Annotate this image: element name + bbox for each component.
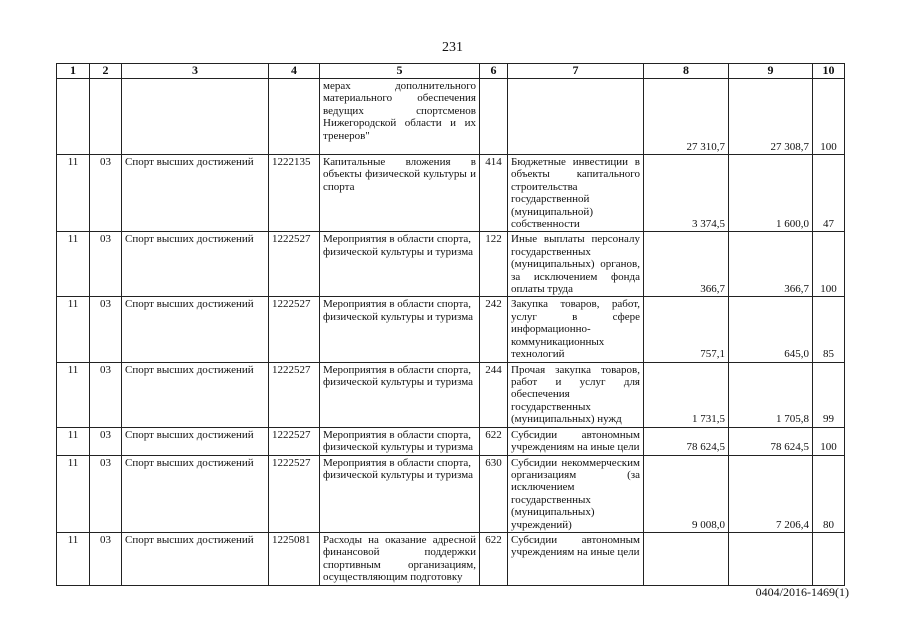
- expense-type-code: 414: [480, 155, 508, 232]
- section-name: [122, 79, 269, 155]
- subsection-code: 03: [90, 155, 122, 232]
- table-row: [57, 79, 845, 155]
- target-article: [269, 79, 320, 155]
- target-article: 1225081: [269, 532, 320, 585]
- article-name: Мероприятия в области спорта, физической культуры и туризма: [320, 362, 480, 427]
- document-code: 0404/2016-1469(1): [755, 585, 849, 599]
- article-name: Капитальные вложения в объекты физической культуры и спорта: [320, 155, 480, 232]
- expense-type-name: Бюджетные инвестиции в объекты капитального строительства государственной (муниципальной) собственности: [508, 155, 644, 232]
- target-article: 1222527: [269, 297, 320, 362]
- executed-amount: 78 624,5: [729, 427, 813, 455]
- planned-amount: 366,7: [644, 232, 729, 297]
- expense-type-code: 242: [480, 297, 508, 362]
- page-number: 231: [442, 40, 463, 55]
- subsection-code: 03: [90, 455, 122, 532]
- execution-percent: 100: [813, 427, 845, 455]
- expense-type-code: 244: [480, 362, 508, 427]
- execution-percent: [813, 532, 845, 585]
- section-code: 11: [57, 297, 90, 362]
- target-article: 1222135: [269, 155, 320, 232]
- target-article: 1222527: [269, 455, 320, 532]
- article-name: Расходы на оказание адресной финансовой поддержки спортивным организациям, осуществляющим подготовку: [320, 532, 480, 585]
- expense-type-code: 122: [480, 232, 508, 297]
- subsection-code: 03: [90, 532, 122, 585]
- subsection-code: 03: [90, 232, 122, 297]
- section-name: Спорт высших достижений: [122, 297, 269, 362]
- col-header: 9: [729, 64, 813, 79]
- section-code: 11: [57, 155, 90, 232]
- execution-percent: 100: [813, 232, 845, 297]
- table-row: [57, 532, 845, 585]
- target-article: 1222527: [269, 232, 320, 297]
- table-row: [57, 427, 845, 455]
- planned-amount: 27 310,7: [644, 79, 729, 155]
- expense-type-code: [480, 79, 508, 155]
- section-name: Спорт высших достижений: [122, 427, 269, 455]
- table-row: [57, 362, 845, 427]
- col-header: 6: [480, 64, 508, 79]
- expense-type-name: [508, 79, 644, 155]
- section-code: 11: [57, 362, 90, 427]
- target-article: 1222527: [269, 362, 320, 427]
- col-header: 3: [122, 64, 269, 79]
- expense-type-name: Субсидии автономным учреждениям на иные цели: [508, 427, 644, 455]
- subsection-code: 03: [90, 427, 122, 455]
- article-name: Мероприятия в области спорта, физической культуры и туризма: [320, 232, 480, 297]
- budget-table: [56, 63, 845, 586]
- section-name: Спорт высших достижений: [122, 455, 269, 532]
- col-header: 10: [813, 64, 845, 79]
- section-code: 11: [57, 455, 90, 532]
- expense-type-code: 622: [480, 532, 508, 585]
- section-code: 11: [57, 232, 90, 297]
- execution-percent: 100: [813, 79, 845, 155]
- executed-amount: 1 705,8: [729, 362, 813, 427]
- expense-type-code: 622: [480, 427, 508, 455]
- col-header: 5: [320, 64, 480, 79]
- executed-amount: 27 308,7: [729, 79, 813, 155]
- execution-percent: 99: [813, 362, 845, 427]
- planned-amount: 9 008,0: [644, 455, 729, 532]
- expense-type-code: 630: [480, 455, 508, 532]
- section-code: 11: [57, 427, 90, 455]
- planned-amount: 1 731,5: [644, 362, 729, 427]
- planned-amount: 3 374,5: [644, 155, 729, 232]
- col-header: 8: [644, 64, 729, 79]
- planned-amount: 757,1: [644, 297, 729, 362]
- section-name: Спорт высших достижений: [122, 232, 269, 297]
- col-header: 7: [508, 64, 644, 79]
- section-name: Спорт высших достижений: [122, 532, 269, 585]
- expense-type-name: Закупка товаров, работ, услуг в сфере информационно-коммуникационных технологий: [508, 297, 644, 362]
- col-header: 4: [269, 64, 320, 79]
- col-header: 1: [57, 64, 90, 79]
- planned-amount: [644, 532, 729, 585]
- article-name: Мероприятия в области спорта, физической культуры и туризма: [320, 427, 480, 455]
- section-name: Спорт высших достижений: [122, 362, 269, 427]
- executed-amount: 645,0: [729, 297, 813, 362]
- expense-type-name: Субсидии некоммерческим организациям (за исключением государственных (муниципальных) учреждений): [508, 455, 644, 532]
- subsection-code: 03: [90, 297, 122, 362]
- executed-amount: [729, 532, 813, 585]
- header-row: [57, 64, 845, 79]
- article-name: Мероприятия в области спорта, физической культуры и туризма: [320, 297, 480, 362]
- table-row: [57, 155, 845, 232]
- executed-amount: 7 206,4: [729, 455, 813, 532]
- expense-type-name: Субсидии автономным учреждениям на иные цели: [508, 532, 644, 585]
- subsection-code: 03: [90, 362, 122, 427]
- table-row: [57, 232, 845, 297]
- section-code: 11: [57, 532, 90, 585]
- expense-type-name: Иные выплаты персоналу государственных (муниципальных) органов, за исключением фонда оплаты труда: [508, 232, 644, 297]
- table-row: [57, 455, 845, 532]
- target-article: 1222527: [269, 427, 320, 455]
- section-code: [57, 79, 90, 155]
- execution-percent: 85: [813, 297, 845, 362]
- article-name: Мероприятия в области спорта, физической культуры и туризма: [320, 455, 480, 532]
- executed-amount: 1 600,0: [729, 155, 813, 232]
- table-row: [57, 297, 845, 362]
- execution-percent: 80: [813, 455, 845, 532]
- expense-type-name: Прочая закупка товаров, работ и услуг для обеспечения государственных (муниципальных) нужд: [508, 362, 644, 427]
- col-header: 2: [90, 64, 122, 79]
- subsection-code: [90, 79, 122, 155]
- planned-amount: 78 624,5: [644, 427, 729, 455]
- executed-amount: 366,7: [729, 232, 813, 297]
- section-name: Спорт высших достижений: [122, 155, 269, 232]
- article-name: мерах дополнительного материального обеспечения ведущих спортсменов Нижегородской области и их тренеров": [320, 79, 480, 155]
- execution-percent: 47: [813, 155, 845, 232]
